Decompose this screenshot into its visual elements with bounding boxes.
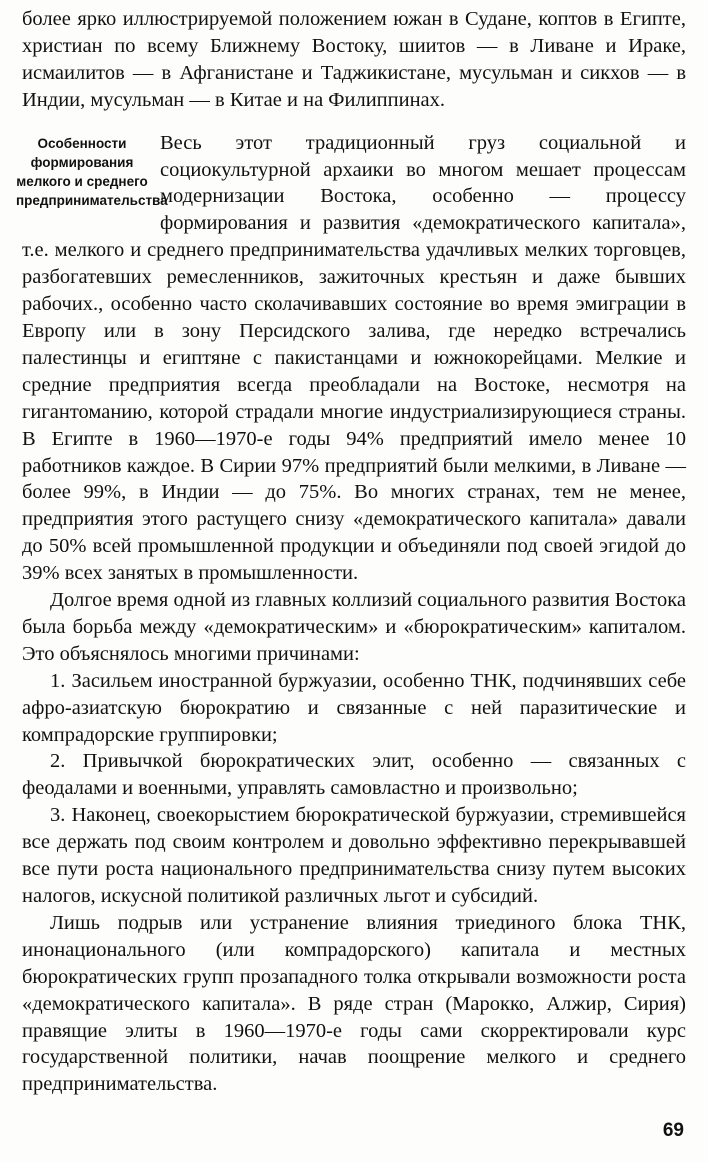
paragraph: Лишь подрыв или устранение влияния триединого блока ТНК, инонационального (или компрадорского) капитала и местных бюрократических групп прозападного толка открывали возможности роста «демократического капитала». В ряде стран (Марокко, Алжир, Сирия) правящие элиты в 1960—1970-е годы сами скорректировали курс государственной политики, начав поощрение мелкого и среднего предпринимательства. [22,911,686,1096]
list-item: 3. Наконец, своекорыстием бюрократической буржуазии, стремившейся все держать под своим контролем и довольно эффективно перекрывавшей все пути роста национального предпринимательства снизу путем высоких налогов, искусной политикой различных льгот и субсидий. [22,804,686,907]
section [16,130,686,587]
list-item: 2. Привычкой бюрократических элит, особенно — связанных с феодалами и военными, управлять самовластно и произвольно; [22,750,686,800]
paragraph: Весь этот традиционный груз социальной и социокультурной архаики во многом мешает процессам модернизации Востока, особенно — процессу формирования и развития «демократического капитала», т.е. мелкого и среднего предпринимательства удачливых мелких торговцев, разбогатевших ремесленников, зажиточных крестьян и даже бывших рабочих., особенно часто сколачивавших состояние во время эмиграции в Европу или в зону Персидского залива, где нередко встречались палестинцы и египтяне с пакистанцами и южнокорейцами. Мелкие и средние предприятия всегда преобладали на Востоке, несмотря на гигантоманию, которой страдали многие индустриализирующиеся страны. В Египте в 1960—1970-е годы 94% предприятий имело менее 10 работников каждое. В Сирии 97% предприятий были мелкими, в Ливане — более 99%, в Индии — до 75%. Во многих странах, тем не менее, предприятия этого растущего снизу «демократического капитала» давали до 50% всей промышленной продукции и объединяли под своей эгидой до 39% всех занятых в промышленности. [22,131,686,585]
margin-note: Особенности формирования мелкого и среднего предпринимательства [16,135,168,208]
list-item: 1. Засильем иностранной буржуазии, особенно ТНК, подчинявших себе афро-азиатскую бюрократию и связанные с ней паразитические и компрадорские группировки; [22,669,686,746]
page-number: 69 [662,1120,684,1141]
paragraph: Долгое время одной из главных коллизий социального развития Востока была борьба между «демократическим» и «бюрократическим» капиталом. Это объяснялось многими причинами: [22,589,686,665]
paragraph: более ярко иллюстрируемой положением южан в Судане, коптов в Египте, христиан по всему Ближнему Востоку, шиитов — в Ливане и Ираке, исмаилитов — в Афганистане и Таджикистане, мусульман и сикхов — в Индии, мусульман — в Китае и на Филиппинах. [22,8,686,111]
body-text [16,6,686,1098]
